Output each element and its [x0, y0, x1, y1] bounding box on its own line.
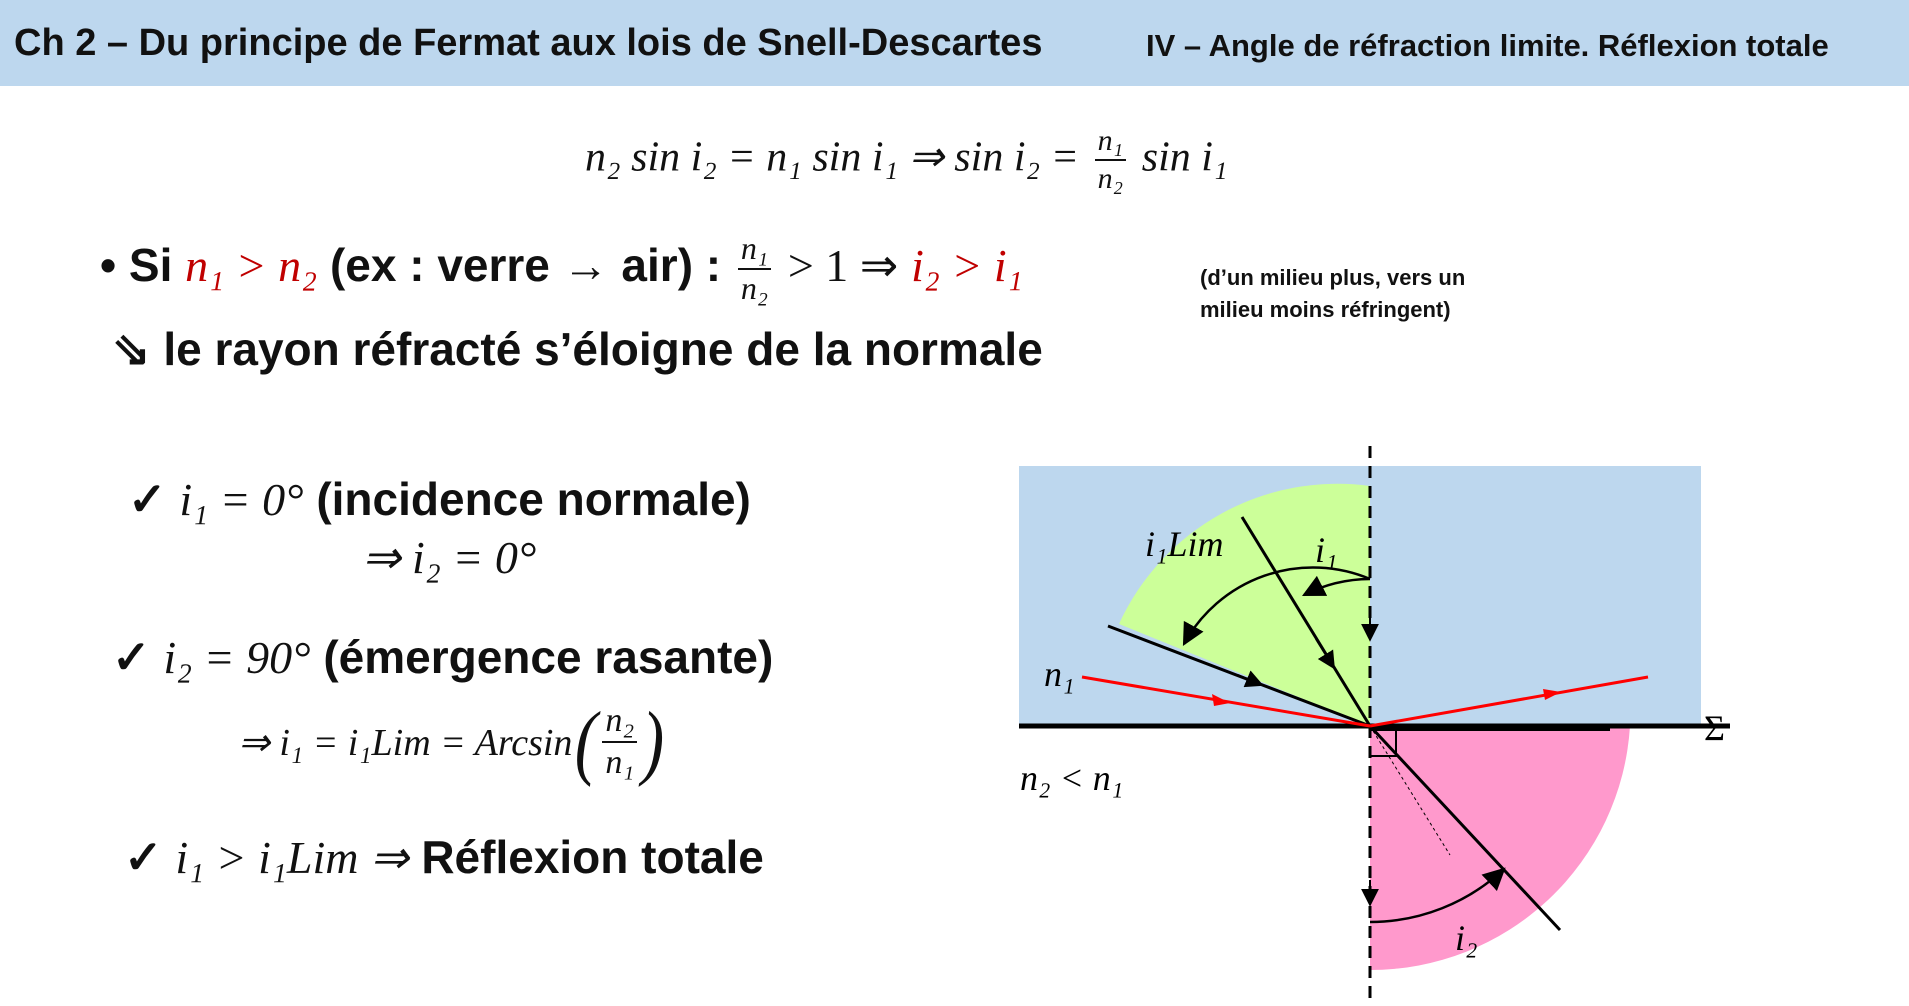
equation-lhs: n₂ sin i₂ = n₁ sin i₁ ⇒ sin i₂ =: [585, 134, 1079, 181]
checkmark-icon: ✓: [112, 631, 151, 683]
case2-math: i₂ = 90°: [163, 632, 311, 683]
checkmark-icon: ✓: [128, 473, 167, 525]
ratio-numerator: n₁: [738, 232, 771, 270]
case3-math: i₁ > i₁Lim ⇒: [175, 832, 409, 883]
checkmark-icon: ✓: [124, 831, 163, 883]
case3-text: Réflexion totale: [421, 831, 764, 883]
case1-math: i₁ = 0°: [179, 474, 304, 525]
bullet: •: [100, 238, 117, 291]
label-i1lim: i₁Lim: [1145, 524, 1224, 564]
chapter-title: Ch 2 – Du principe de Fermat aux lois de Snell-Descartes: [14, 22, 1043, 64]
ratio-denominator: n₂: [740, 269, 769, 306]
right-paren: ): [642, 695, 665, 788]
label-n1: n₁: [1044, 654, 1075, 694]
hollow-arrow-icon: ⇘: [112, 323, 151, 375]
case2-result-lhs: ⇒ i₁ = i₁Lim = Arcsin: [238, 721, 573, 764]
label-n2-lt-n1: n₂ < n₁: [1020, 758, 1124, 798]
pink-sector: [1370, 726, 1630, 970]
section-title: IV – Angle de réfraction limite. Réflexion totale: [1146, 28, 1829, 63]
label-i1: i₁: [1315, 530, 1338, 570]
angle-result: i₂ > i₁: [911, 239, 1023, 291]
arcsin-numerator: n₂: [602, 703, 637, 743]
label-i2: i₂: [1455, 918, 1478, 958]
fraction-numerator: n₁: [1095, 125, 1126, 161]
label-sigma: Σ: [1704, 708, 1725, 748]
case1-result: ⇒ i₂ = 0°: [362, 532, 537, 583]
left-paren: (: [575, 695, 598, 788]
index-inequality: n₁ > n₂: [185, 239, 318, 291]
si-word: Si: [128, 238, 173, 291]
fraction-denominator: n₂: [1097, 161, 1124, 195]
greater-than-one: > 1 ⇒: [787, 239, 899, 291]
case2-text: (émergence rasante): [323, 631, 774, 683]
equation-rhs: sin i₁: [1141, 134, 1228, 181]
conclusion-text: le rayon réfracté s’éloigne de la normale: [163, 323, 1043, 375]
example-text: (ex : verre → air) :: [329, 238, 722, 291]
case1-text: (incidence normale): [316, 473, 751, 525]
note-line-2: milieu moins réfringent): [1200, 297, 1451, 322]
note-line-1: (d’un milieu plus, vers un: [1200, 265, 1466, 290]
arcsin-denominator: n₁: [605, 744, 635, 781]
